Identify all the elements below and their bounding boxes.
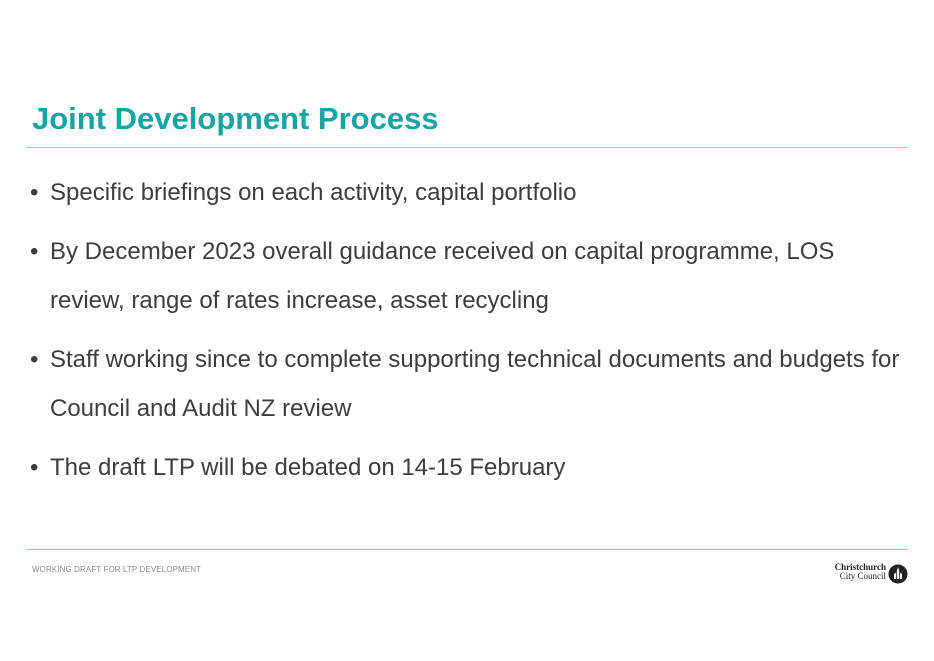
- logo-line-2: City Council: [839, 571, 886, 581]
- bullet-text: By December 2023 overall guidance received on capital programme, LOS review, range of rates increase, asset recycling: [50, 238, 835, 314]
- bullet-item: [30, 168, 900, 217]
- bullet-text: The draft LTP will be debated on 14-15 February: [50, 454, 566, 481]
- logo-wordmark: [835, 563, 886, 581]
- council-logo: [826, 562, 910, 586]
- bullet-item: [30, 335, 900, 433]
- bullet-dot-icon: •: [30, 179, 39, 206]
- bullet-text: Specific briefings on each activity, capital portfolio: [50, 179, 577, 206]
- bullet-dot-icon: •: [30, 346, 39, 373]
- bullet-dot-icon: •: [30, 238, 39, 265]
- footer-watermark: WORKING DRAFT FOR LTP DEVELOPMENT: [32, 565, 202, 574]
- logo-line-1: Christchurch: [834, 562, 886, 572]
- bullet-text: Staff working since to complete supporting technical documents and budgets for Council and Audit NZ review: [50, 346, 900, 422]
- footer-divider: [26, 549, 908, 550]
- bullet-dot-icon: •: [30, 454, 39, 481]
- title-divider: [26, 147, 908, 148]
- cathedral-icon: [888, 564, 908, 584]
- bullet-item: [30, 443, 900, 492]
- bullet-list: [30, 168, 900, 502]
- slide-title: Joint Development Process: [32, 101, 439, 136]
- bullet-item: [30, 227, 900, 325]
